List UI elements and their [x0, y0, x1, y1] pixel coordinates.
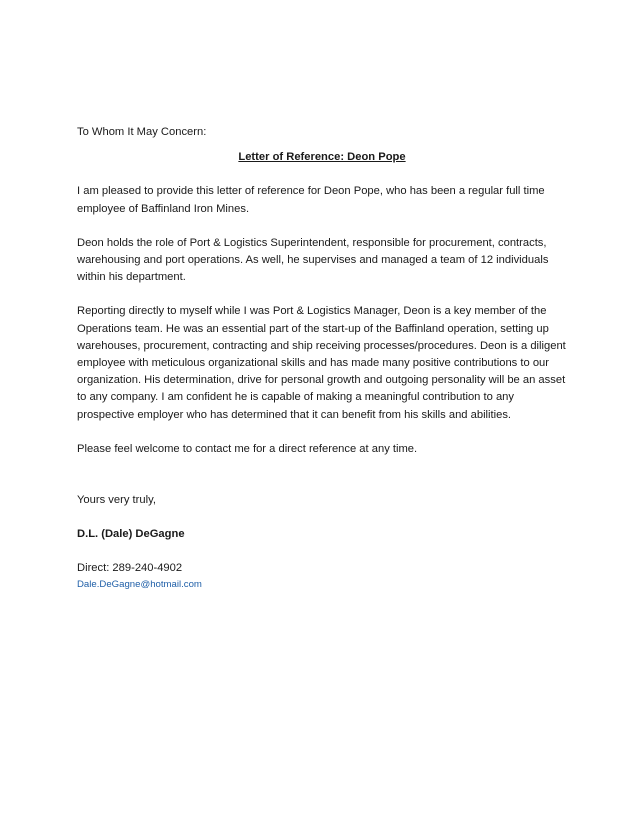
closing: Yours very truly, [77, 494, 156, 507]
paragraph-role: Deon holds the role of Port & Logistics Superintendent, responsible for procurement, contracts, warehousing and port operations. As well, he supervises and managed a team of 12 individuals within his department. [77, 236, 549, 284]
spacer [77, 475, 567, 492]
salutation: To Whom It May Concern: [77, 126, 207, 138]
paragraph-intro: I am pleased to provide this letter of reference for Deon Pope, who has been a regular full time employee of Baffinland Iron Mines. [77, 185, 545, 215]
paragraph-contact: Please feel welcome to contact me for a direct reference at any time. [77, 442, 418, 455]
letter-title: Letter of Reference: Deon Pope [238, 151, 406, 164]
email-link[interactable]: Dale.DeGagne@hotmail.com [77, 578, 202, 590]
reference-letter [77, 124, 567, 592]
direct-phone: Direct: 289-240-4902 [77, 562, 183, 575]
paragraph-reporting: Reporting directly to myself while I was Port & Logistics Manager, Deon is a key member of the Operations team. He was an essential part of the start-up of the Baffinland operation, setting up warehouses, procurement, contracting and ship receiving processes/procedures. Deon is a diligent employee with meticulous organizational skills and has made many positive contributions to our organization. His determination, drive for personal growth and outgoing personality will be an asset to any company. I am confident he is capable of making a meaningful contribution to any prospective employer who has determined that it can benefit from his skills and abilities. [77, 305, 566, 421]
signature-name: D.L. (Dale) DeGagne [77, 528, 185, 541]
